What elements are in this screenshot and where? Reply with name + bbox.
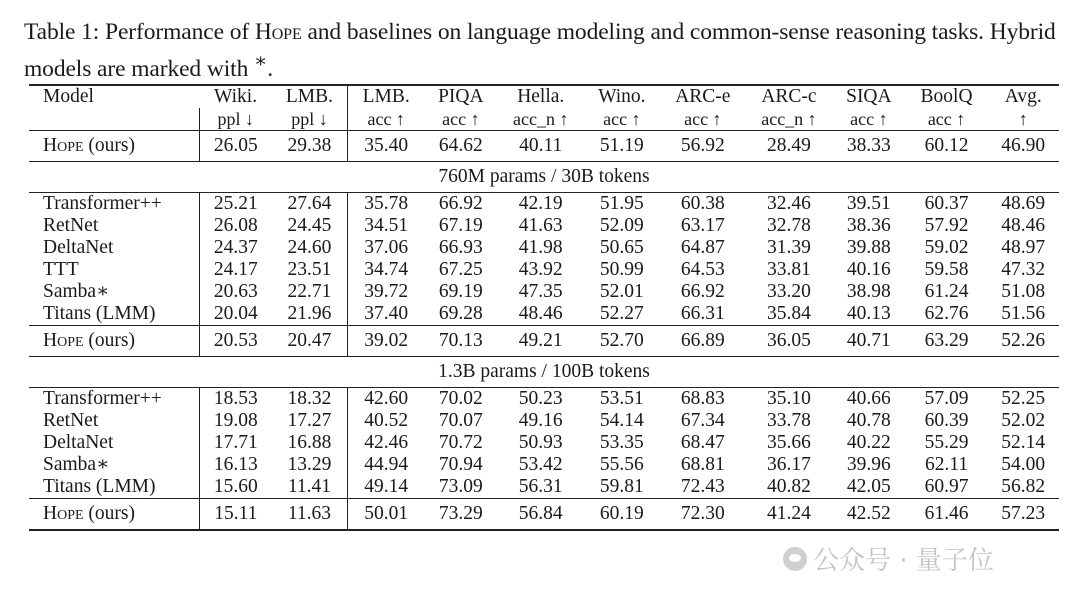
cell-value: 38.36 bbox=[846, 215, 891, 236]
cell-value: 62.76 bbox=[924, 303, 969, 324]
cell-value: 40.22 bbox=[846, 432, 891, 453]
cell-value: 18.32 bbox=[272, 388, 348, 411]
metric-model bbox=[29, 108, 200, 131]
cell-value: 24.37 bbox=[213, 237, 258, 258]
cell-value: 49.21 bbox=[498, 326, 584, 357]
cell-value: 24.45 bbox=[272, 215, 348, 237]
cell-value: 11.63 bbox=[272, 499, 348, 531]
cell-value: 20.47 bbox=[272, 326, 348, 357]
results-table bbox=[29, 84, 1059, 531]
model-name: Samba∗ bbox=[29, 454, 200, 476]
cell-value: 53.35 bbox=[599, 432, 644, 453]
cell-value: 52.09 bbox=[599, 215, 644, 236]
cell-value: 39.96 bbox=[846, 454, 891, 475]
cell-value: 51.56 bbox=[1001, 303, 1046, 324]
cell-value: 42.19 bbox=[498, 193, 584, 216]
cell-value: 41.24 bbox=[746, 499, 832, 531]
col-header-siqa: SIQA bbox=[832, 85, 906, 108]
cell-value: 70.02 bbox=[424, 388, 498, 411]
model-name: Titans (LMM) bbox=[29, 476, 200, 499]
cell-value: 55.29 bbox=[924, 432, 969, 453]
table-row bbox=[29, 388, 1059, 411]
metric-boolq: acc ↑ bbox=[927, 109, 966, 129]
cell-value: 73.29 bbox=[424, 499, 498, 531]
cell-value: 60.97 bbox=[924, 476, 969, 497]
cell-value: 59.02 bbox=[924, 237, 969, 258]
cell-value: 53.42 bbox=[518, 454, 563, 475]
cell-value: 37.06 bbox=[364, 237, 409, 258]
table-row bbox=[29, 476, 1059, 499]
caption-prefix: Table 1: Performance of bbox=[24, 19, 255, 45]
model-name: TTT bbox=[29, 259, 200, 281]
col-header-hella: Hella. bbox=[498, 85, 584, 108]
cell-value: 42.60 bbox=[348, 388, 424, 411]
watermark-text: 公众号 · 量子位 bbox=[813, 546, 994, 576]
cell-value: 38.98 bbox=[846, 281, 891, 302]
cell-value: 40.16 bbox=[846, 259, 891, 280]
col-header-boolq: BoolQ bbox=[906, 85, 988, 108]
cell-value: 40.66 bbox=[832, 388, 906, 411]
col-header-arc-e: ARC-e bbox=[660, 85, 746, 108]
table-row bbox=[29, 215, 1059, 237]
cell-value: 21.96 bbox=[272, 303, 348, 326]
cell-value: 11.41 bbox=[272, 476, 348, 499]
cell-value: 40.13 bbox=[846, 303, 891, 324]
cell-value: 22.71 bbox=[272, 281, 348, 303]
cell-value: 66.31 bbox=[680, 303, 725, 324]
cell-value: 32.78 bbox=[767, 215, 811, 236]
cell-value: 50.99 bbox=[599, 259, 644, 280]
col-header-avg: Avg. bbox=[987, 85, 1059, 108]
cell-value: 50.93 bbox=[518, 432, 563, 453]
cell-value: 35.10 bbox=[746, 388, 832, 411]
cell-value: 59.81 bbox=[599, 476, 644, 497]
model-name: Samba∗ bbox=[29, 281, 200, 303]
cell-value: 60.38 bbox=[660, 193, 746, 216]
table-row bbox=[29, 237, 1059, 259]
cell-value: 64.53 bbox=[680, 259, 725, 280]
hope-model-name: Hope bbox=[43, 135, 84, 156]
cell-value: 33.20 bbox=[767, 281, 811, 302]
ours-suffix: (ours) bbox=[83, 330, 135, 351]
cell-value: 20.63 bbox=[213, 281, 258, 302]
cell-value: 54.00 bbox=[1001, 454, 1046, 475]
table-caption bbox=[24, 18, 1069, 84]
cell-value: 13.29 bbox=[272, 454, 348, 476]
cell-value: 48.69 bbox=[987, 193, 1059, 216]
cell-value: 24.17 bbox=[213, 259, 258, 280]
section-label: 760M params / 30B tokens bbox=[29, 162, 1059, 193]
model-name bbox=[29, 499, 200, 531]
cell-value: 70.07 bbox=[438, 410, 483, 431]
cell-value: 17.27 bbox=[272, 410, 348, 432]
cell-value: 66.89 bbox=[660, 326, 746, 357]
cell-value: 33.81 bbox=[767, 259, 811, 280]
cell-value: 29.38 bbox=[272, 131, 348, 162]
cell-value: 52.14 bbox=[1001, 432, 1046, 453]
cell-value: 63.29 bbox=[906, 326, 988, 357]
cell-value: 72.30 bbox=[660, 499, 746, 531]
cell-value: 23.51 bbox=[272, 259, 348, 281]
cell-value: 52.27 bbox=[599, 303, 644, 324]
cell-value: 48.46 bbox=[518, 303, 563, 324]
cell-value: 66.92 bbox=[680, 281, 725, 302]
cell-value: 35.84 bbox=[767, 303, 811, 324]
table-row bbox=[29, 193, 1059, 216]
cell-value: 36.05 bbox=[746, 326, 832, 357]
table-row bbox=[29, 432, 1059, 454]
cell-value: 39.72 bbox=[364, 281, 409, 302]
cell-value: 40.78 bbox=[846, 410, 891, 431]
cell-value: 49.14 bbox=[364, 476, 409, 497]
col-header-wino: Wino. bbox=[584, 85, 660, 108]
metric-wiki: ppl ↓ bbox=[217, 109, 255, 129]
table-row bbox=[29, 454, 1059, 476]
col-header-model: Model bbox=[29, 85, 200, 108]
ours-suffix: (ours) bbox=[83, 503, 135, 524]
model-name: DeltaNet bbox=[29, 432, 200, 454]
cell-value: 56.92 bbox=[660, 131, 746, 162]
cell-value: 40.82 bbox=[767, 476, 811, 497]
metric-wino: acc ↑ bbox=[603, 109, 641, 129]
cell-value: 60.12 bbox=[906, 131, 988, 162]
cell-value: 35.78 bbox=[348, 193, 424, 216]
model-name: RetNet bbox=[29, 215, 200, 237]
hope-model-name: Hope bbox=[43, 503, 84, 524]
cell-value: 67.25 bbox=[438, 259, 483, 280]
section-label: 1.3B params / 100B tokens bbox=[29, 357, 1059, 388]
cell-value: 47.32 bbox=[1001, 259, 1046, 280]
caption-hybrid-mark: ∗ bbox=[254, 51, 268, 72]
cell-value: 69.28 bbox=[438, 303, 483, 324]
cell-value: 60.37 bbox=[906, 193, 988, 216]
cell-value: 35.40 bbox=[348, 131, 424, 162]
cell-value: 62.11 bbox=[924, 454, 969, 475]
cell-value: 40.11 bbox=[498, 131, 584, 162]
cell-value: 52.02 bbox=[1001, 410, 1046, 431]
table-body bbox=[29, 131, 1059, 531]
col-header-wiki: Wiki. bbox=[200, 85, 272, 108]
cell-value: 25.21 bbox=[200, 193, 272, 216]
chat-bubble-icon bbox=[783, 547, 807, 571]
cell-value: 28.49 bbox=[746, 131, 832, 162]
model-name: DeltaNet bbox=[29, 237, 200, 259]
cell-value: 57.23 bbox=[987, 499, 1059, 531]
cell-value: 72.43 bbox=[680, 476, 725, 497]
cell-value: 39.51 bbox=[832, 193, 906, 216]
table-row bbox=[29, 410, 1059, 432]
cell-value: 67.19 bbox=[438, 215, 483, 236]
cell-value: 67.34 bbox=[680, 410, 725, 431]
cell-value: 61.46 bbox=[906, 499, 988, 531]
cell-value: 26.05 bbox=[200, 131, 272, 162]
cell-value: 41.98 bbox=[518, 237, 563, 258]
cell-value: 51.08 bbox=[1001, 281, 1046, 302]
cell-value: 52.01 bbox=[599, 281, 644, 302]
cell-value: 59.58 bbox=[924, 259, 969, 280]
model-name: Transformer++ bbox=[29, 193, 200, 216]
cell-value: 17.71 bbox=[213, 432, 258, 453]
hope-row-top bbox=[29, 131, 1059, 162]
cell-value: 60.19 bbox=[584, 499, 660, 531]
cell-value: 49.16 bbox=[518, 410, 563, 431]
cell-value: 51.19 bbox=[584, 131, 660, 162]
metric-piqa: acc ↑ bbox=[442, 109, 480, 129]
cell-value: 26.08 bbox=[213, 215, 258, 236]
cell-value: 15.11 bbox=[200, 499, 272, 531]
metric-avg: ↑ bbox=[1018, 109, 1028, 129]
cell-value: 40.52 bbox=[364, 410, 409, 431]
cell-value: 47.35 bbox=[518, 281, 563, 302]
hope-model-name: Hope bbox=[43, 330, 84, 351]
model-name: RetNet bbox=[29, 410, 200, 432]
cell-value: 56.84 bbox=[498, 499, 584, 531]
cell-value: 42.05 bbox=[846, 476, 891, 497]
cell-value: 52.26 bbox=[987, 326, 1059, 357]
metric-row bbox=[29, 108, 1059, 131]
metric-arc-c: acc_n ↑ bbox=[761, 109, 817, 129]
cell-value: 73.09 bbox=[438, 476, 483, 497]
cell-value: 15.60 bbox=[213, 476, 258, 497]
cell-value: 50.65 bbox=[599, 237, 644, 258]
cell-value: 20.04 bbox=[213, 303, 258, 324]
cell-value: 68.47 bbox=[680, 432, 725, 453]
cell-value: 70.72 bbox=[438, 432, 483, 453]
model-name: Transformer++ bbox=[29, 388, 200, 411]
table-row bbox=[29, 259, 1059, 281]
cell-value: 57.09 bbox=[906, 388, 988, 411]
cell-value: 57.92 bbox=[924, 215, 969, 236]
cell-value: 70.94 bbox=[438, 454, 483, 475]
cell-value: 39.02 bbox=[348, 326, 424, 357]
section-row-13b bbox=[29, 357, 1059, 388]
cell-value: 66.92 bbox=[424, 193, 498, 216]
cell-value: 18.53 bbox=[200, 388, 272, 411]
cell-value: 64.62 bbox=[424, 131, 498, 162]
cell-value: 56.31 bbox=[518, 476, 563, 497]
cell-value: 16.88 bbox=[272, 432, 348, 454]
cell-value: 61.24 bbox=[924, 281, 969, 302]
cell-value: 53.51 bbox=[584, 388, 660, 411]
cell-value: 48.97 bbox=[1001, 237, 1046, 258]
cell-value: 48.46 bbox=[1001, 215, 1046, 236]
cell-value: 27.64 bbox=[272, 193, 348, 216]
watermark bbox=[783, 540, 994, 577]
cell-value: 41.63 bbox=[518, 215, 563, 236]
cell-value: 44.94 bbox=[364, 454, 409, 475]
metric-hella: acc_n ↑ bbox=[513, 109, 569, 129]
cell-value: 34.74 bbox=[364, 259, 409, 280]
cell-value: 56.82 bbox=[1001, 476, 1046, 497]
hope-row-13b bbox=[29, 499, 1059, 531]
cell-value: 34.51 bbox=[364, 215, 409, 236]
caption-end: . bbox=[267, 55, 274, 82]
table-row bbox=[29, 303, 1059, 326]
cell-value: 70.13 bbox=[424, 326, 498, 357]
caption-model-name: Hope bbox=[254, 19, 302, 45]
cell-value: 46.90 bbox=[987, 131, 1059, 162]
cell-value: 68.83 bbox=[660, 388, 746, 411]
col-header-piqa: PIQA bbox=[424, 85, 498, 108]
cell-value: 55.56 bbox=[599, 454, 644, 475]
cell-value: 31.39 bbox=[767, 237, 811, 258]
ours-suffix: (ours) bbox=[83, 135, 135, 156]
cell-value: 52.25 bbox=[987, 388, 1059, 411]
cell-value: 66.93 bbox=[438, 237, 483, 258]
cell-value: 51.95 bbox=[584, 193, 660, 216]
model-name bbox=[29, 326, 200, 357]
cell-value: 52.70 bbox=[584, 326, 660, 357]
metric-lmb-acc: acc ↑ bbox=[367, 109, 405, 129]
cell-value: 63.17 bbox=[680, 215, 725, 236]
header-row bbox=[29, 85, 1059, 108]
cell-value: 50.01 bbox=[348, 499, 424, 531]
cell-value: 42.52 bbox=[832, 499, 906, 531]
caption-text: and baselines on language modeling and common-sense reasoning tasks. Hybrid models are marked with bbox=[24, 19, 1056, 82]
metric-lmb-ppl: ppl ↓ bbox=[272, 108, 348, 131]
cell-value: 42.46 bbox=[364, 432, 409, 453]
model-name bbox=[29, 131, 200, 162]
cell-value: 32.46 bbox=[746, 193, 832, 216]
model-name: Titans (LMM) bbox=[29, 303, 200, 326]
cell-value: 37.40 bbox=[364, 303, 409, 324]
cell-value: 40.71 bbox=[832, 326, 906, 357]
cell-value: 39.88 bbox=[846, 237, 891, 258]
table-row bbox=[29, 281, 1059, 303]
metric-siqa: acc ↑ bbox=[850, 109, 888, 129]
metric-arc-e: acc ↑ bbox=[684, 109, 722, 129]
cell-value: 38.33 bbox=[832, 131, 906, 162]
col-header-arc-c: ARC-c bbox=[746, 85, 832, 108]
hope-row-760m bbox=[29, 326, 1059, 357]
cell-value: 68.81 bbox=[680, 454, 725, 475]
cell-value: 20.53 bbox=[200, 326, 272, 357]
cell-value: 24.60 bbox=[272, 237, 348, 259]
cell-value: 69.19 bbox=[438, 281, 483, 302]
cell-value: 64.87 bbox=[680, 237, 725, 258]
cell-value: 35.66 bbox=[767, 432, 811, 453]
cell-value: 19.08 bbox=[213, 410, 258, 431]
cell-value: 60.39 bbox=[924, 410, 969, 431]
cell-value: 33.78 bbox=[767, 410, 811, 431]
cell-value: 36.17 bbox=[767, 454, 811, 475]
col-header-lmb-ppl: LMB. bbox=[272, 85, 348, 108]
section-row-760m bbox=[29, 162, 1059, 193]
cell-value: 50.23 bbox=[498, 388, 584, 411]
cell-value: 16.13 bbox=[213, 454, 258, 475]
cell-value: 43.92 bbox=[518, 259, 563, 280]
col-header-lmb-acc: LMB. bbox=[348, 85, 424, 108]
cell-value: 54.14 bbox=[599, 410, 644, 431]
